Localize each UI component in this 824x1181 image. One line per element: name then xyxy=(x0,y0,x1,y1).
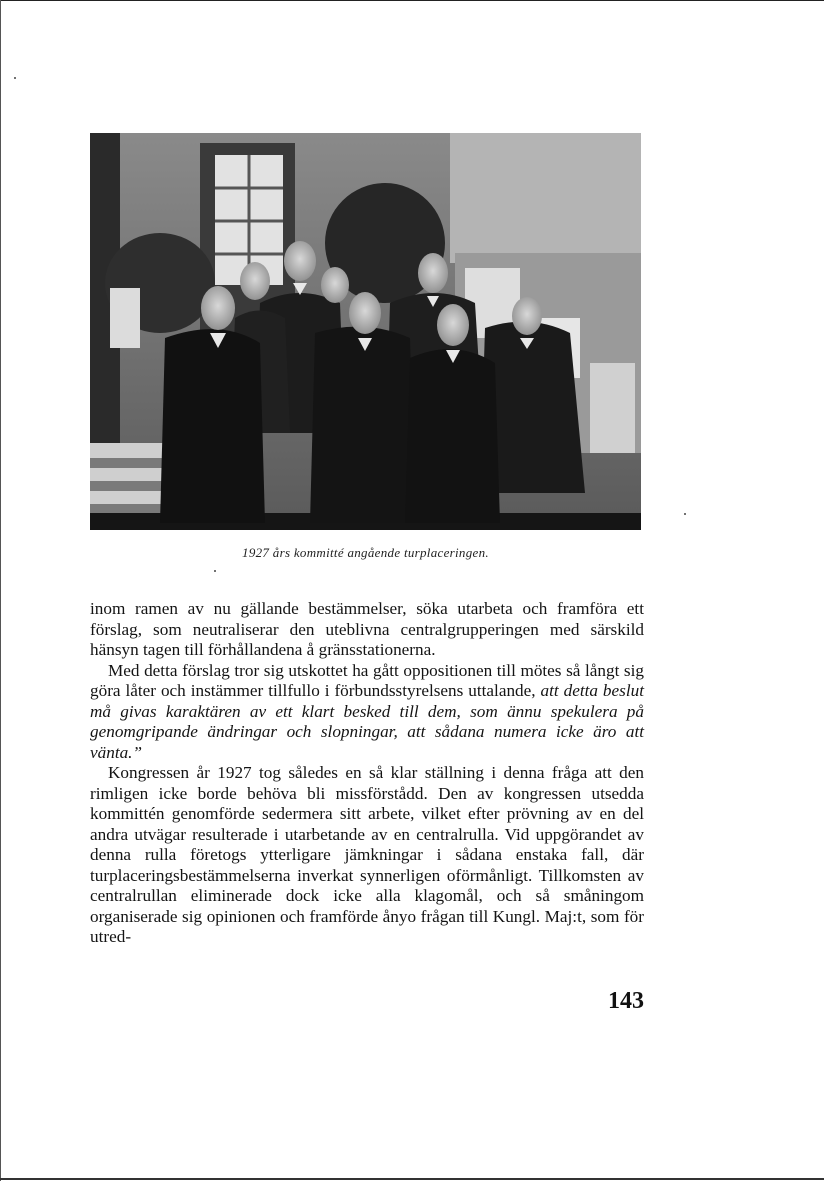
paragraph-3: Kongressen år 1927 tog således en så klar ställning i denna fråga att den rimligen icke borde behöva bli missförstådd. Den av kongressen utsedda kommittén genomförde sedermera sitt arbete, vilket efter prövning av en del andra utvägar resulterade i utarbetande av en centralrulla. Vid uppgörandet av denna rulla företogs ytterligare jämkningar i sådana enstaka fall, där turplaceringsbestämmelserna inverkat synnerligen oförmånligt. Tillkomsten av centralrullan eliminerade dock icke alla klagomål, och så småningom organiserade sig opinionen och framförde ånyo frågan till Kungl. Maj:t, som för utred- xyxy=(90,763,644,946)
scan-edge-top xyxy=(0,0,824,1)
paragraph-2-lead: Med detta förslag tror sig utskottet ha gått oppositionen till mötes så långt sig göra låter och instämmer tillfullo i förbundsstyrelsens uttalande, xyxy=(90,660,644,700)
scan-speck xyxy=(214,570,216,572)
group-photograph xyxy=(90,133,641,530)
scan-edge-bottom xyxy=(0,1178,824,1180)
photo-illustration xyxy=(90,133,641,530)
page-number: 143 xyxy=(608,988,644,1014)
body-text xyxy=(90,599,644,948)
paragraph-2-quote: att detta beslut må givas karaktären av ett klart besked till dem, som ännu spekulera på genomgripande ändringar och slopningar, att sådana numera icke äro att vänta.” xyxy=(90,681,644,762)
paragraph-1: inom ramen av nu gällande bestämmelser, söka utarbeta och framföra ett förslag, som neutraliserar den uteblivna centralgrupperingen med särskild hänsyn tagen till förhållandena å gränsstationerna. xyxy=(90,599,644,659)
figure-caption: 1927 års kommitté angående turplaceringen. xyxy=(242,545,489,560)
paragraph-2 xyxy=(90,661,644,764)
scan-speck xyxy=(14,77,16,79)
scan-speck xyxy=(684,513,686,515)
scan-edge-left xyxy=(0,0,1,1181)
